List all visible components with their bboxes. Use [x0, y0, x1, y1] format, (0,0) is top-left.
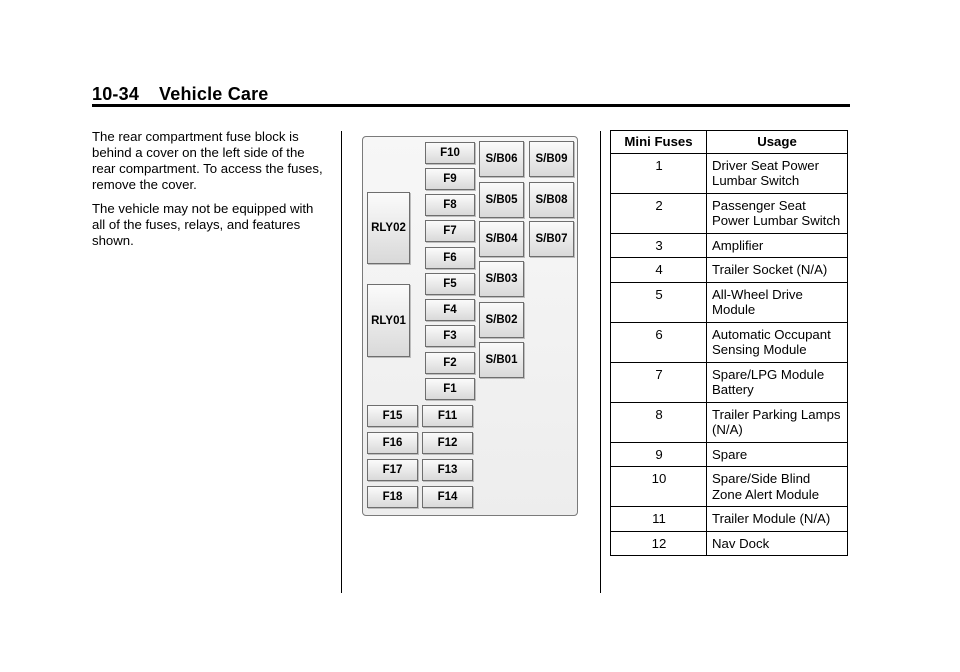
sb-06: S/B06	[479, 141, 524, 177]
table-row	[611, 193, 848, 233]
fuse-number: 1	[611, 153, 707, 193]
fuse-usage: Trailer Parking Lamps (N/A)	[707, 402, 848, 442]
mini-fuses-table	[610, 130, 848, 556]
fuse-usage: Trailer Socket (N/A)	[707, 258, 848, 283]
column-header-mini-fuses: Mini Fuses	[611, 131, 707, 154]
body-paragraph-2: The vehicle may not be equipped with all of the fuses, relays, and features shown.	[92, 201, 314, 248]
relay-rly01: RLY01	[367, 284, 410, 357]
fuse-f14: F14	[422, 486, 473, 508]
table-row	[611, 233, 848, 258]
page-number: 10-34	[92, 84, 140, 104]
header-rule	[92, 104, 850, 107]
fuse-usage: Spare/Side Blind Zone Alert Module	[707, 467, 848, 507]
fuse-f9: F9	[425, 168, 475, 190]
sb-04: S/B04	[479, 221, 524, 257]
fuse-number: 5	[611, 282, 707, 322]
table-row	[611, 258, 848, 283]
fuse-usage: Nav Dock	[707, 531, 848, 556]
table-row	[611, 322, 848, 362]
sb-02: S/B02	[479, 302, 524, 338]
table-row	[611, 531, 848, 556]
fuse-number: 6	[611, 322, 707, 362]
section-title: Vehicle Care	[159, 84, 269, 104]
fuse-usage: All-Wheel Drive Module	[707, 282, 848, 322]
fuse-usage: Spare/LPG Module Battery	[707, 362, 848, 402]
column-header-usage: Usage	[707, 131, 848, 154]
sb-07: S/B07	[529, 221, 574, 257]
fuse-f4: F4	[425, 299, 475, 321]
table-row	[611, 507, 848, 532]
table-row	[611, 442, 848, 467]
sb-03: S/B03	[479, 261, 524, 297]
fuse-f5: F5	[425, 273, 475, 295]
fuse-f10: F10	[425, 142, 475, 164]
fuse-f17: F17	[367, 459, 418, 481]
fuse-usage: Trailer Module (N/A)	[707, 507, 848, 532]
fuse-number: 3	[611, 233, 707, 258]
fuse-f1: F1	[425, 378, 475, 400]
relay-rly02: RLY02	[367, 192, 410, 264]
fuse-f3: F3	[425, 325, 475, 347]
fuse-number: 12	[611, 531, 707, 556]
fuse-usage: Spare	[707, 442, 848, 467]
fuse-number: 8	[611, 402, 707, 442]
table-row	[611, 362, 848, 402]
fuse-usage: Amplifier	[707, 233, 848, 258]
fuse-f13: F13	[422, 459, 473, 481]
fuse-block-diagram	[362, 136, 578, 516]
fuse-f18: F18	[367, 486, 418, 508]
fuse-usage: Passenger Seat Power Lumbar Switch	[707, 193, 848, 233]
table-row	[611, 402, 848, 442]
column-divider-left	[341, 131, 342, 593]
fuse-number: 2	[611, 193, 707, 233]
fuse-number: 7	[611, 362, 707, 402]
table-row	[611, 153, 848, 193]
fuse-f8: F8	[425, 194, 475, 216]
sb-08: S/B08	[529, 182, 574, 218]
sb-01: S/B01	[479, 342, 524, 378]
fuse-f7: F7	[425, 220, 475, 242]
column-divider-right	[600, 131, 601, 593]
fuse-number: 11	[611, 507, 707, 532]
fuse-f12: F12	[422, 432, 473, 454]
fuse-f6: F6	[425, 247, 475, 269]
sb-05: S/B05	[479, 182, 524, 218]
fuse-number: 10	[611, 467, 707, 507]
fuse-usage: Automatic Occupant Sensing Module	[707, 322, 848, 362]
fuse-number: 4	[611, 258, 707, 283]
sb-09: S/B09	[529, 141, 574, 177]
fuse-number: 9	[611, 442, 707, 467]
page-header	[92, 84, 269, 105]
body-paragraph-1: The rear compartment fuse block is behind a cover on the left side of the rear compartment. To access the fuses, remove the cover.	[92, 129, 323, 192]
table-row	[611, 467, 848, 507]
fuse-f15: F15	[367, 405, 418, 427]
fuse-f16: F16	[367, 432, 418, 454]
fuse-f2: F2	[425, 352, 475, 374]
fuse-usage: Driver Seat Power Lumbar Switch	[707, 153, 848, 193]
table-header-row	[611, 131, 848, 154]
fuse-f11: F11	[422, 405, 473, 427]
table-row	[611, 282, 848, 322]
